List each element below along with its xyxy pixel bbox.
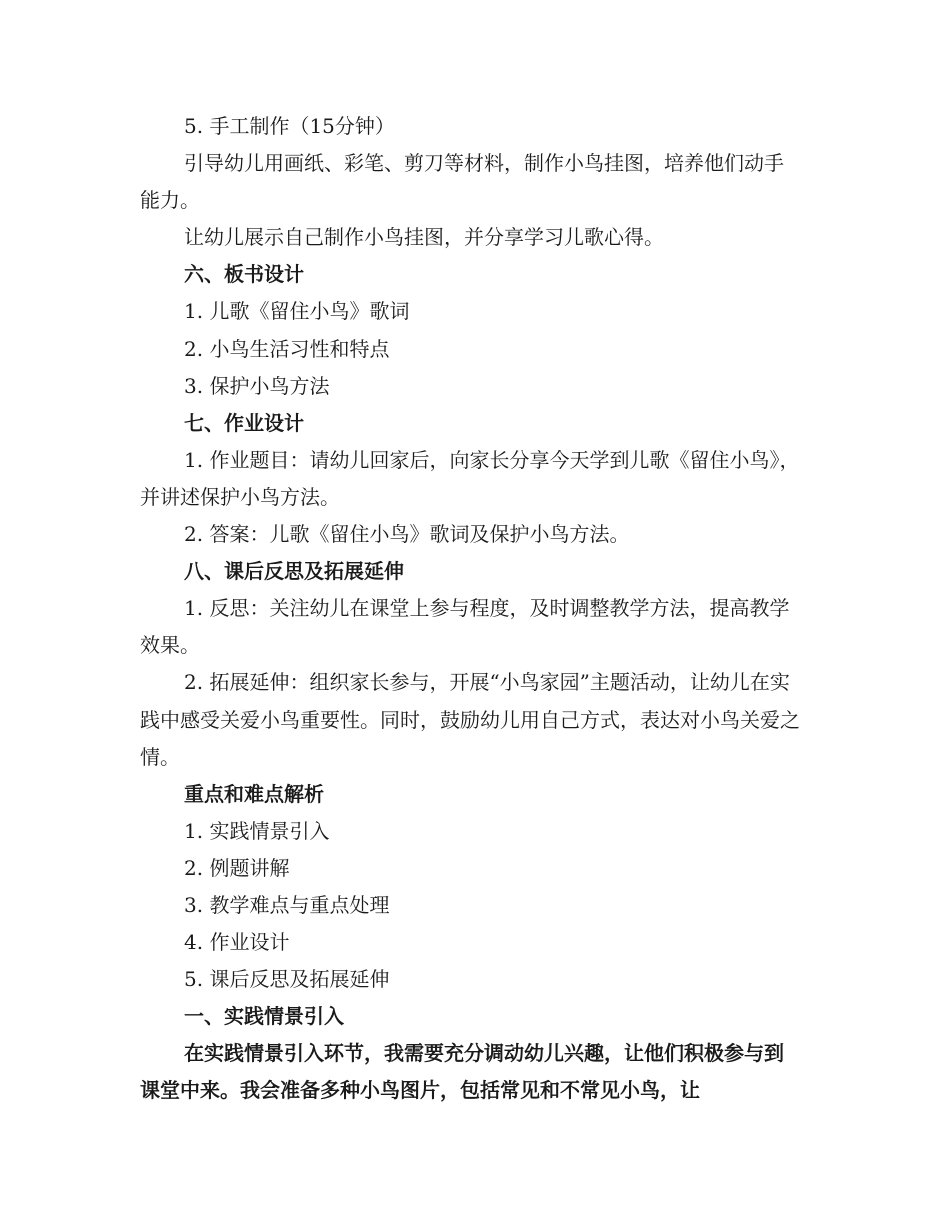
section-heading: 八、课后反思及拓展延伸	[184, 559, 404, 584]
paragraph: 让幼儿展示自己制作小鸟挂图，并分享学习儿歌心得。	[184, 225, 664, 250]
section-heading: 重点和难点解析	[184, 781, 324, 806]
list-item: 1. 反思：关注幼儿在课堂上参与程度，及时调整教学方法，提高教学效果。	[140, 596, 790, 658]
section-heading: 一、实践情景引入	[184, 1004, 344, 1029]
list-item: 4. 作业设计	[184, 930, 290, 955]
list-item: 5. 课后反思及拓展延伸	[184, 967, 390, 992]
list-item: 3. 保护小鸟方法	[184, 373, 330, 398]
list-item: 3. 教学难点与重点处理	[184, 892, 390, 917]
list-item: 5. 手工制作（15分钟）	[184, 114, 395, 138]
document-body	[140, 108, 800, 1110]
list-item: 2. 小鸟生活习性和特点	[184, 336, 390, 361]
list-item: 1. 儿歌《留住小鸟》歌词	[184, 299, 410, 324]
section-heading: 六、板书设计	[184, 262, 304, 287]
list-item: 2. 拓展延伸：组织家长参与，开展“小鸟家园”主题活动，让幼儿在实践中感受关爱小鸟重要性。同时，鼓励幼儿用自己方式，表达对小鸟关爱之情。	[140, 670, 800, 769]
list-item: 1. 作业题目：请幼儿回家后，向家长分享今天学到儿歌《留住小鸟》，并讲述保护小鸟方法。	[140, 447, 800, 509]
list-item: 2. 例题讲解	[184, 855, 290, 880]
paragraph: 引导幼儿用画纸、彩笔、剪刀等材料，制作小鸟挂图，培养他们动手能力。	[140, 151, 784, 213]
list-item: 1. 实践情景引入	[184, 818, 330, 843]
bold-paragraph: 在实践情景引入环节，我需要充分调动幼儿兴趣，让他们积极参与到课堂中来。我会准备多种小鸟图片，包括常见和不常见小鸟，让	[140, 1041, 784, 1103]
section-heading: 七、作业设计	[184, 410, 304, 435]
list-item: 2. 答案：儿歌《留住小鸟》歌词及保护小鸟方法。	[184, 522, 630, 547]
